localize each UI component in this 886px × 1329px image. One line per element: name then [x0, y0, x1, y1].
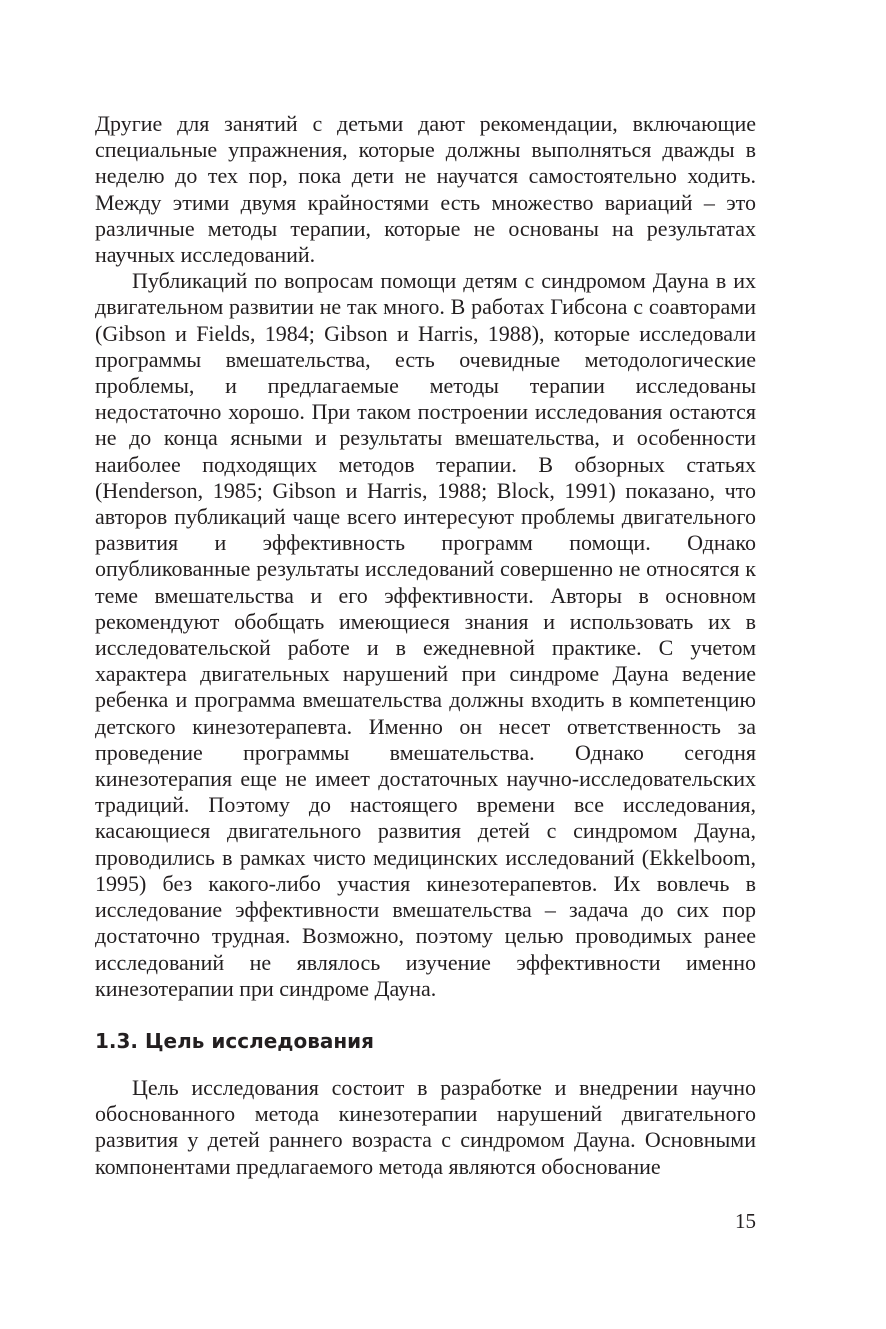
paragraph-3: Цель исследования состоит в разработке и внедрении научно обоснованного метода кинезотерапии нарушений двигательного развития у детей раннего возраста с синдромом Дауна. Основными компонентами предлагаемого метода являются обоснование [95, 1075, 756, 1179]
paragraph-2: Публикаций по вопросам помощи детям с синдромом Дауна в их двигательном развитии не так много. В работах Гибсона с соавторами (Gibson и Fields, 1984; Gibson и Harris, 1988), которые исследовали программы вмешательства, есть очевидные методологические проблемы, и предлагаемые методы терапии исследованы недостаточно хорошо. При таком построении исследования остаются не до конца ясными и результаты вмешательства, и особенности наиболее подходящих методов терапии. В обзорных статьях (Henderson, 1985; Gibson и Harris, 1988; Block, 1991) показано, что авторов публикаций чаще всего интересуют проблемы двигательного развития и эффективность программ помощи. Однако опубликованные результаты исследований совершенно не относятся к теме вмешательства и его эффективности. Авторы в основном рекомендуют обобщать имеющиеся знания и использовать их в исследовательской работе и в ежедневной практике. С учетом характера двигательных нарушений при синдроме Дауна ведение ребенка и программа вмешательства должны входить в компетенцию детского кинезотерапевта. Именно он несет ответственность за проведение программы вмешательства. Однако сегодня кинезотерапия еще не имеет достаточных научно-исследовательских традиций. Поэтому до настоящего времени все исследования, касающиеся двигательного развития детей с синдромом Дауна, проводились в рамках чисто медицинских исследований (Ekkelboom, 1995) без какого-либо участия кинезотерапевтов. Их вовлечь в исследование эффективности вмешательства – задача до сих пор достаточно трудная. Возможно, поэтому целью проводимых ранее исследований не являлось изучение эффективности именно кинезотерапии при синдроме Дауна. [95, 268, 756, 1001]
section-heading: 1.3. Цель исследования [95, 1029, 375, 1053]
page-number: 15 [735, 1209, 756, 1233]
body-text-top [95, 111, 756, 1002]
paragraph-1: Другие для занятий с детьми дают рекомендации, включающие специальные упражнения, которые должны выполняться дважды в неделю до тех пор, пока дети не научатся самостоятельно ходить. Между этими двумя крайностями есть множество вариаций – это различные методы терапии, которые не основаны на результатах научных исследований. [95, 111, 756, 268]
body-text-bottom [95, 1075, 756, 1180]
